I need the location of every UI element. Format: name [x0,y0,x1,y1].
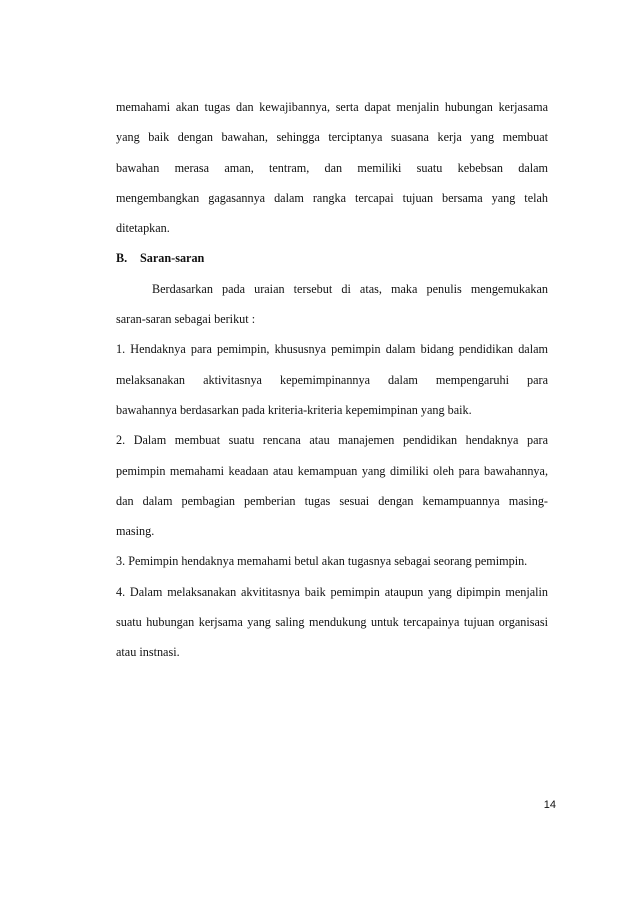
text-line: pemimpin memahami keadaan atau kemampuan yang dimiliki oleh para bawahannya, [116,463,548,478]
text-line: Berdasarkan pada uraian tersebut di atas, maka penulis mengemukakan [152,281,548,296]
section-number: B. [116,251,128,266]
text-line: bawahannya berdasarkan pada kriteria-kriteria kepemimpinan yang baik. [116,402,472,417]
paragraph-conclusion [116,92,548,243]
text-line: mengembangkan gagasannya dalam rangka tercapai tujuan bersama yang telah [116,190,548,205]
suggestion-item-3 [116,546,548,576]
text-line: suatu hubungan kerjsama yang saling mendukung untuk tercapainya tujuan organisasi [116,615,548,630]
text-line: ditetapkan. [116,221,170,236]
suggestion-item-1 [116,334,548,425]
text-line: saran-saran sebagai berikut : [116,312,256,327]
text-line: memahami akan tugas dan kewajibannya, serta dapat menjalin hubungan kerjasama [116,100,548,114]
text-line: dan dalam pembagian pemberian tugas sesuai dengan kemampuannya masing- [116,493,548,508]
text-line: bawahan merasa aman, tentram, dan memiliki suatu kebebsan dalam [116,160,548,175]
suggestion-item-2 [116,425,548,546]
text-line: atau instnasi. [116,645,180,660]
text-line: 3. Pemimpin hendaknya memahami betul akan tugasnya sebagai seorang pemimpin. [116,554,528,569]
page-number: 14 [543,799,556,811]
text-line: masing. [116,524,155,539]
section-heading [116,243,548,273]
section-title: Saran-saran [140,251,205,266]
paragraph-intro [116,274,548,335]
text-line: 2. Dalam membuat suatu rencana atau manajemen pendidikan hendaknya para [116,433,548,448]
suggestion-item-4 [116,577,548,668]
text-line: yang baik dengan bawahan, sehingga terciptanya suasana kerja yang membuat [116,130,548,145]
page-content [116,92,548,668]
text-line: 4. Dalam melaksanakan akvititasnya baik pemimpin ataupun yang dipimpin menjalin [116,584,548,599]
text-line: melaksanakan aktivitasnya kepemimpinannya dalam mempengaruhi para [116,372,548,387]
text-line: 1. Hendaknya para pemimpin, khususnya pemimpin dalam bidang pendidikan dalam [116,342,548,357]
